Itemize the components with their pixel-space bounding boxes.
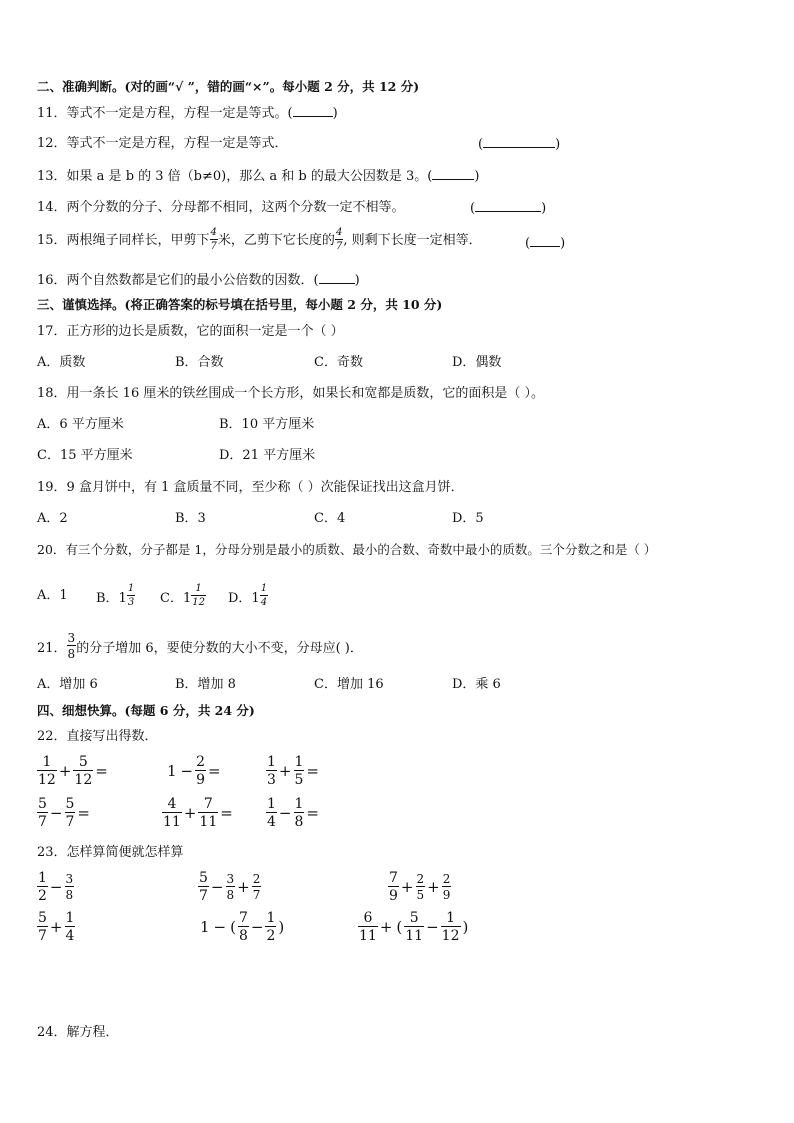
section-4-title: 四、细想快算。(每题 6 分，共 24 分) xyxy=(37,703,255,718)
answer-blank[interactable] xyxy=(319,272,355,284)
question-12: 12．等式不一定是方程，方程一定是等式． xyxy=(37,136,288,151)
question-23: 23．怎样算简便就怎样算 xyxy=(37,845,184,860)
fraction: $\frac{4}{7}$ xyxy=(335,227,343,252)
option-20-d[interactable]: D．1 $\frac{1}{4}$ xyxy=(228,583,268,608)
calc-22-2: 1 − $\frac{2}{9}$ = xyxy=(167,754,221,788)
calc-22-4: $\frac{5}{7}$ − $\frac{5}{7}$ = xyxy=(38,796,90,830)
answer-blank-14[interactable]: ( ) xyxy=(470,201,547,216)
question-24: 24．解方程． xyxy=(37,1025,119,1040)
option-20-b[interactable]: B．1 $\frac{1}{3}$ xyxy=(96,583,135,608)
option-17-d[interactable]: D．偶数 xyxy=(452,355,502,370)
question-20: 20．有三个分数，分子都是 1，分母分别是最小的质数、最小的合数、奇数中最小的质数。三个分数之和是（ ） xyxy=(37,542,657,557)
question-19: 19．9 盒月饼中，有 1 盒质量不同，至少称（ ）次能保证找出这盒月饼． xyxy=(37,480,464,495)
fraction: $\frac{4}{7}$ xyxy=(210,227,217,252)
option-21-b[interactable]: B．增加 8 xyxy=(175,677,236,692)
calc-22-5: $\frac{4}{11}$ + $\frac{7}{11}$ = xyxy=(163,796,233,830)
question-15: 15．两根绳子同样长，甲剪下 $\frac{4}{7}$ 米，乙剪下它长度的 $\frac{4}{7}$ , 则剩下长度一定相等． xyxy=(37,227,482,252)
calc-23-6: $\frac{6}{11}$ + ( $\frac{5}{11}$ − $\frac{1}{12}$ ) xyxy=(359,910,469,944)
fraction: $\frac{3}{8}$ xyxy=(67,631,76,661)
calc-22-3: $\frac{1}{3}$ + $\frac{1}{5}$ = xyxy=(267,754,319,788)
option-17-a[interactable]: A．质数 xyxy=(37,355,86,370)
option-21-c[interactable]: C．增加 16 xyxy=(314,677,384,692)
question-18: 18．用一条长 16 厘米的铁丝围成一个长方形，如果长和宽都是质数，它的面积是（ ）。 xyxy=(37,386,544,401)
option-19-a[interactable]: A．2 xyxy=(37,511,68,526)
calc-22-6: $\frac{1}{4}$ − $\frac{1}{8}$ = xyxy=(267,796,319,830)
section-2-title: 二、准确判断。(对的画“√ ”，错的画“×”。每小题 2 分，共 12 分) xyxy=(37,79,420,94)
option-21-a[interactable]: A．增加 6 xyxy=(37,677,98,692)
answer-blank[interactable] xyxy=(432,168,474,180)
calc-23-1: $\frac{1}{2}$ − $\frac{3}{8}$ xyxy=(38,870,74,904)
answer-blank-12[interactable]: ( ) xyxy=(478,137,561,152)
calc-22-1: $\frac{1}{12}$ + $\frac{5}{12}$ = xyxy=(38,754,108,788)
option-19-b[interactable]: B．3 xyxy=(175,511,206,526)
question-21: 21． $\frac{3}{8}$ 的分子增加 6，要使分数的大小不变，分母应( )． xyxy=(37,631,363,661)
calc-23-5: 1 − ( $\frac{7}{8}$ − $\frac{1}{2}$ ) xyxy=(200,910,285,944)
option-18-a[interactable]: A．6 平方厘米 xyxy=(37,417,124,432)
option-17-c[interactable]: C．奇数 xyxy=(314,355,363,370)
option-18-b[interactable]: B．10 平方厘米 xyxy=(219,417,315,432)
option-21-d[interactable]: D．乘 6 xyxy=(452,677,501,692)
question-16: 16．两个自然数都是它们的最小公倍数的因数．( ) xyxy=(37,273,360,288)
calc-23-4: $\frac{5}{7}$ + $\frac{1}{4}$ xyxy=(38,910,75,944)
calc-23-2: $\frac{5}{7}$ − $\frac{3}{8}$ + $\frac{2}{7}$ xyxy=(199,870,261,904)
option-18-d[interactable]: D．21 平方厘米 xyxy=(219,448,316,463)
question-11: 11．等式不一定是方程，方程一定是等式。( ) xyxy=(37,106,338,121)
option-17-b[interactable]: B．合数 xyxy=(175,355,224,370)
option-19-c[interactable]: C．4 xyxy=(314,511,346,526)
question-14: 14．两个分数的分子、分母都不相同，这两个分数一定不相等。 xyxy=(37,200,405,215)
question-17: 17．正方形的边长是质数，它的面积一定是一个（ ） xyxy=(37,324,344,339)
question-13: 13．如果 a 是 b 的 3 倍（b≠0)，那么 a 和 b 的最大公因数是 3。( ) xyxy=(37,169,480,184)
answer-blank[interactable] xyxy=(293,105,333,117)
calc-23-3: $\frac{7}{9}$ + $\frac{2}{5}$ + $\frac{2}{9}$ xyxy=(389,870,451,904)
option-19-d[interactable]: D．5 xyxy=(452,511,484,526)
section-3-title: 三、谨慎选择。(将正确答案的标号填在括号里，每小题 2 分，共 10 分) xyxy=(37,297,443,312)
option-20-a[interactable]: A．1 xyxy=(37,588,68,603)
option-18-c[interactable]: C．15 平方厘米 xyxy=(37,448,133,463)
answer-blank-15[interactable]: ( ) xyxy=(525,236,566,251)
question-22: 22．直接写出得数． xyxy=(37,729,158,744)
option-20-c[interactable]: C．1 $\frac{1}{12}$ xyxy=(160,583,205,608)
